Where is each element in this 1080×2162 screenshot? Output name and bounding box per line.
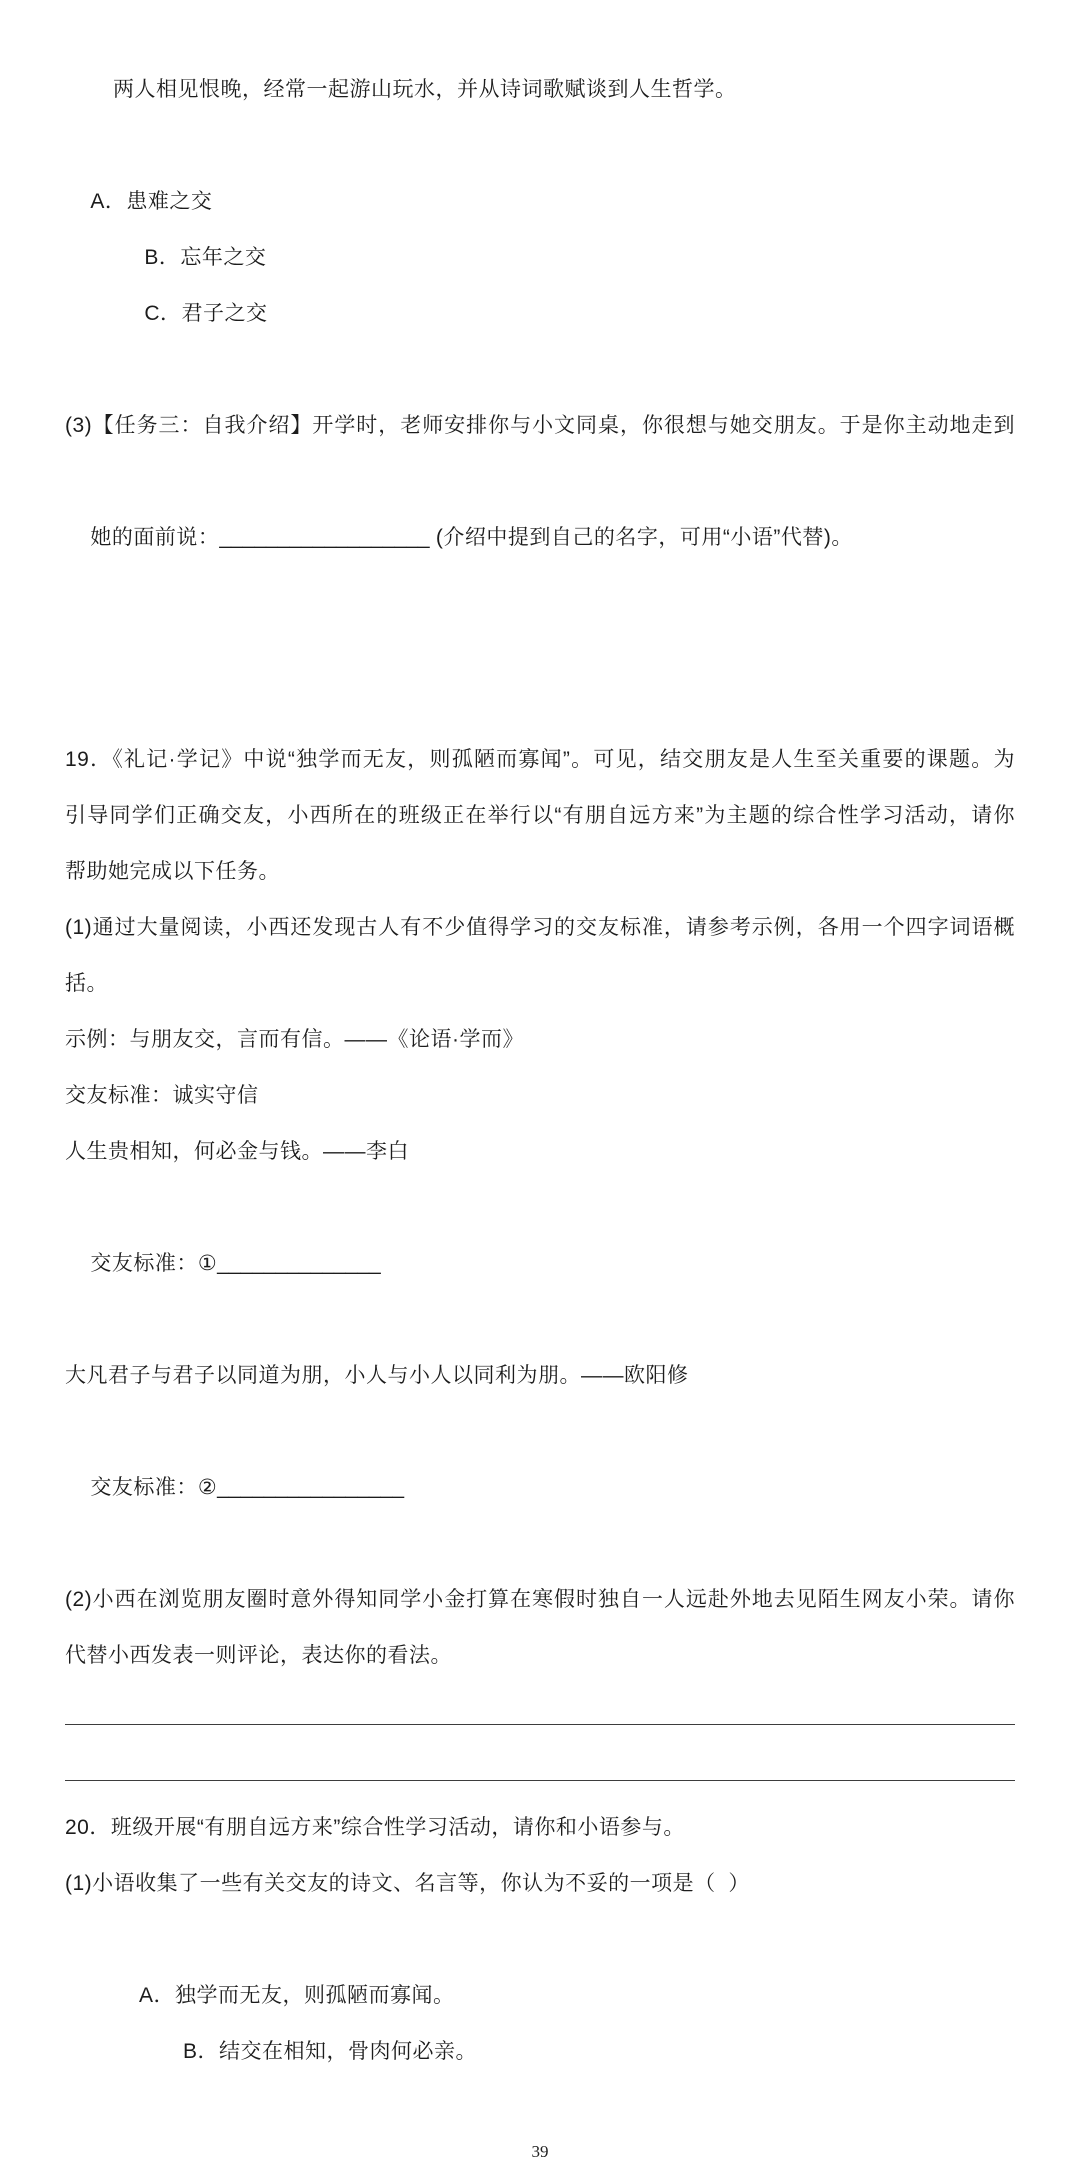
q19-standard1-line [65, 1180, 1015, 1348]
q19-standard1-blank: ______________ [217, 1252, 381, 1275]
q18-part3-line1: (3)【任务三：自我介绍】开学时，老师安排你与小文同桌，你很想与她交朋友。于是你主动地走到 [65, 414, 1015, 437]
q19-quote-ouyangxiu: 大凡君子与君子以同道为朋，小人与小人以同利为朋。——欧阳修 [65, 1364, 689, 1387]
page-number: 39 [531, 2142, 549, 2161]
q20-choice-b: B．结交在相知，骨肉何必亲。 [183, 2040, 478, 2063]
q18-choices-row [65, 118, 1015, 398]
q18-choice-b: B．忘年之交 [144, 246, 267, 269]
q19-standard1-lead: 交友标准：① [90, 1252, 218, 1275]
q18-context-line: 两人相见恨晚，经常一起游山玩水，并从诗词歌赋谈到人生哲学。 [113, 78, 737, 101]
q19-part2-line1: (2)小西在浏览朋友圈时意外得知同学小金打算在寒假时独自一人远赴外地去见陌生网友小荣。请你 [65, 1588, 1015, 1611]
q19-standard2-lead: 交友标准：② [90, 1476, 218, 1499]
q19-example-standard: 交友标准：诚实守信 [65, 1084, 259, 1107]
q18-choice-c: C．君子之交 [144, 302, 268, 325]
q19-part2-line2: 代替小西发表一则评论，表达你的看法。 [65, 1644, 452, 1667]
q18-choice-a: A．患难之交 [90, 190, 213, 213]
q18-part3-note: (介绍中提到自己的名字，可用“小语”代替)。 [429, 526, 853, 549]
q18-part3-lead: 她的面前说： [90, 526, 220, 549]
q19-part1-line2: 括。 [65, 972, 108, 995]
section-gap [65, 622, 1015, 732]
answer-line-2 [65, 1780, 1015, 1781]
q19-example-quote: 示例：与朋友交，言而有信。——《论语·学而》 [65, 1028, 524, 1051]
q20-choice-a: A．独学而无友，则孤陋而寡闻。 [139, 1984, 455, 2007]
q20-choices-row [65, 1912, 1015, 2136]
q20-part1: (1)小语收集了一些有关交友的诗文、名言等，你认为不妥的一项是（ ） [65, 1872, 750, 1895]
q19-part1-line1: (1)通过大量阅读，小西还发现古人有不少值得学习的交友标准，请参考示例，各用一个四字词语概 [65, 916, 1015, 939]
q19-quote-libai: 人生贵相知，何必金与钱。——李白 [65, 1140, 409, 1163]
q19-intro-line1: 19．《礼记·学记》中说“独学而无友，则孤陋而寡闻”。可见，结交朋友是人生至关重要的课题。为 [65, 748, 1015, 771]
q18-part3-blank: __________________ [219, 526, 430, 549]
q20-intro: 20．班级开展“有朋自远方来”综合性学习活动，请你和小语参与。 [65, 1816, 685, 1839]
q19-standard2-line [65, 1404, 1015, 1572]
q19-standard2-blank: ________________ [217, 1476, 405, 1499]
q18-part3-line2 [65, 454, 1015, 622]
q19-intro-line2: 引导同学们正确交友，小西所在的班级正在举行以“有朋自远方来”为主题的综合性学习活动，请你 [65, 804, 1015, 827]
answer-line-1 [65, 1724, 1015, 1725]
q20-block [65, 1800, 1015, 2136]
q19-intro-line3: 帮助她完成以下任务。 [65, 860, 280, 883]
